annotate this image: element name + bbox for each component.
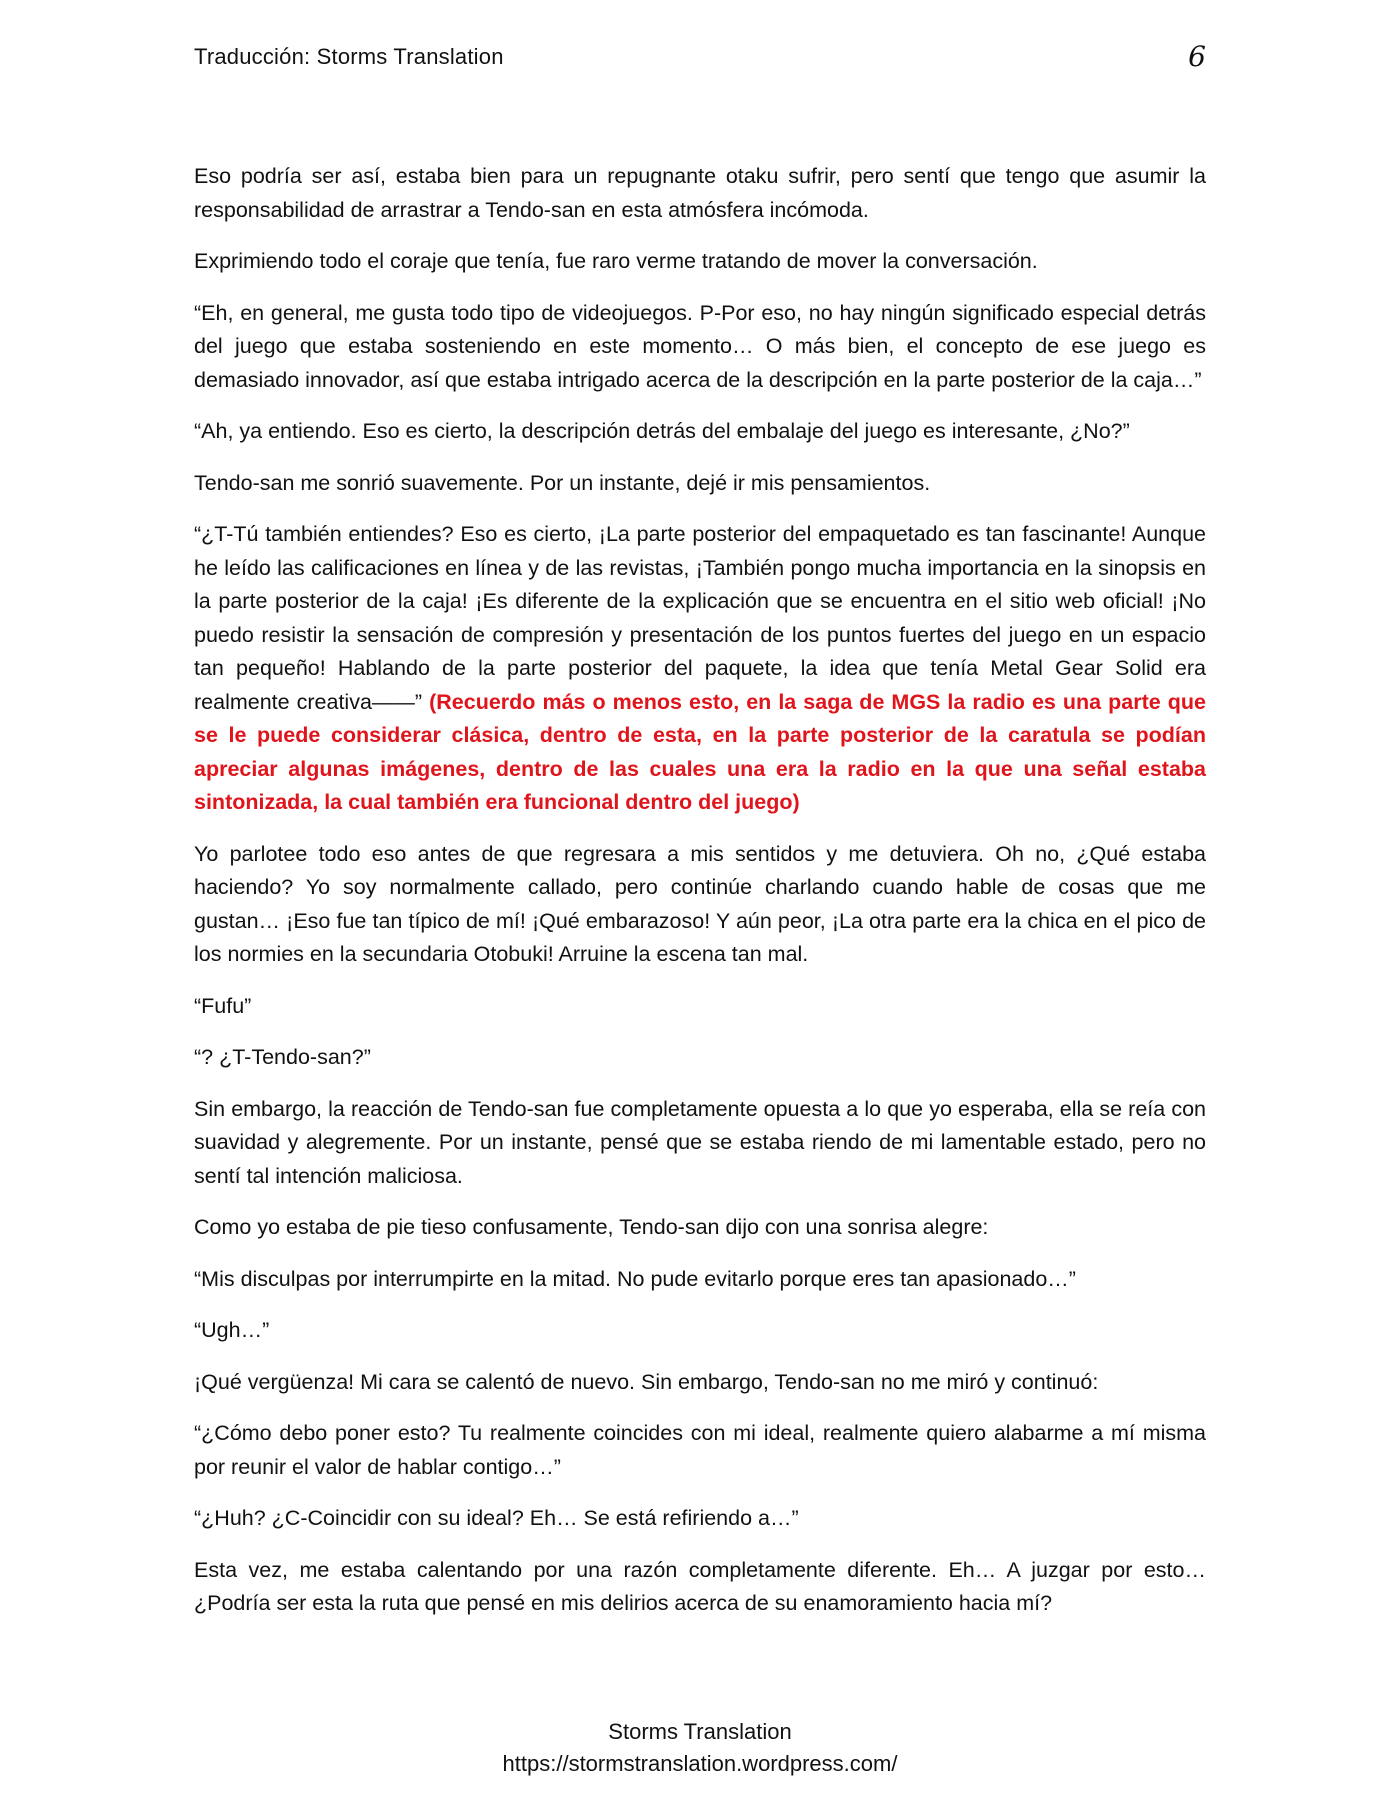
paragraph: Exprimiendo todo el coraje que tenía, fue raro verme tratando de mover la conversación. [194,249,1038,273]
paragraph: “Ugh…” [194,1318,270,1342]
paragraph: Yo parlotee todo eso antes de que regresara a mis sentidos y me detuviera. Oh no, ¿Qué estaba haciendo? Yo soy normalmente callado, pero continúe charlando cuando hable de cosas que me gustan… ¡Eso fue tan típico de mí! ¡Qué embarazoso! Y aún peor, ¡La otra parte era la chica en el pico de los normies en la secundaria Otobuki! Arruine la escena tan mal. [194,841,1206,966]
paragraph: “¿Huh? ¿C-Coincidir con su ideal? Eh… Se está refiriendo a…” [194,1506,799,1530]
page-footer [0,1716,1400,1780]
paragraph: “Ah, ya entiendo. Eso es cierto, la descripción detrás del embalaje del juego es interesante, ¿No?” [194,419,1130,443]
paragraph: Eso podría ser así, estaba bien para un repugnante otaku sufrir, pero sentí que tengo que asumir la responsabilidad de arrastrar a Tendo-san en esta atmósfera incómoda. [194,164,1206,222]
page-header [194,40,1206,76]
dialogue-text: “¿T-Tú también entiendes? Eso es cierto, ¡La parte posterior del empaquetado es tan fascinante! Aunque he leído las calificaciones en línea y de las revistas, ¡También pongo mucha importancia en la sinopsis en la parte posterior de la caja! ¡Es diferente de la explicación que se encuentra en el sitio web oficial! ¡No puedo resistir la sensación de compresión y presentación de los puntos fuertes del juego en un espacio tan pequeño! Hablando de la parte posterior del paquete, la idea que tenía Metal Gear Solid era realmente creativa——” [194,522,1206,714]
paragraph: “¿Cómo debo poner esto? Tu realmente coincides con mi ideal, realmente quiero alabarme a mí misma por reunir el valor de hablar contigo…” [194,1421,1206,1479]
paragraph: “Mis disculpas por interrumpirte en la mitad. No pude evitarlo porque eres tan apasionado…” [194,1266,1076,1291]
paragraph: “? ¿T-Tendo-san?” [194,1045,371,1069]
header-title: Traducción: Storms Translation [194,44,504,69]
footer-site-name: Storms Translation [608,1719,792,1744]
paragraph-with-translator-note [194,518,1206,820]
paragraph: “Eh, en general, me gusta todo tipo de videojuegos. P-Por eso, no hay ningún significado especial detrás del juego que estaba sosteniendo en este momento… O más bien, el concepto de ese juego es demasiado innovador, así que estaba intrigado acerca de la descripción en la parte posterior de la caja…” [194,300,1206,392]
paragraph: Tendo-san me sonrió suavemente. Por un instante, dejé ir mis pensamientos. [194,470,931,495]
page-number: 6 [1188,40,1206,73]
paragraph: “Fufu” [194,993,252,1018]
paragraph: Esta vez, me estaba calentando por una razón completamente diferente. Eh… A juzgar por esto… ¿Podría ser esta la ruta que pensé en mis delirios acerca de su enamoramiento hacia mí? [194,1557,1206,1615]
paragraph: Sin embargo, la reacción de Tendo-san fue completamente opuesta a lo que yo esperaba, ella se reía con suavidad y alegremente. Por un instante, pensé que se estaba riendo de mi lamentable estado, pero no sentí tal intención maliciosa. [194,1096,1206,1188]
paragraph: ¡Qué vergüenza! Mi cara se calentó de nuevo. Sin embargo, Tendo-san no me miró y continuó: [194,1369,1099,1394]
footer-url[interactable]: https://stormstranslation.wordpress.com/ [502,1751,898,1776]
translator-note: (Recuerdo más o menos esto, en la saga de MGS la radio es una parte que se le puede considerar clásica, dentro de esta, en la parte posterior de la caratula se podían apreciar algunas imágenes, dentro de las cuales una era la radio en la que una señal estaba sintonizada, la cual también era funcional dentro del juego) [194,689,1206,814]
document-body [194,160,1206,1639]
paragraph: Como yo estaba de pie tieso confusamente, Tendo-san dijo con una sonrisa alegre: [194,1215,989,1239]
